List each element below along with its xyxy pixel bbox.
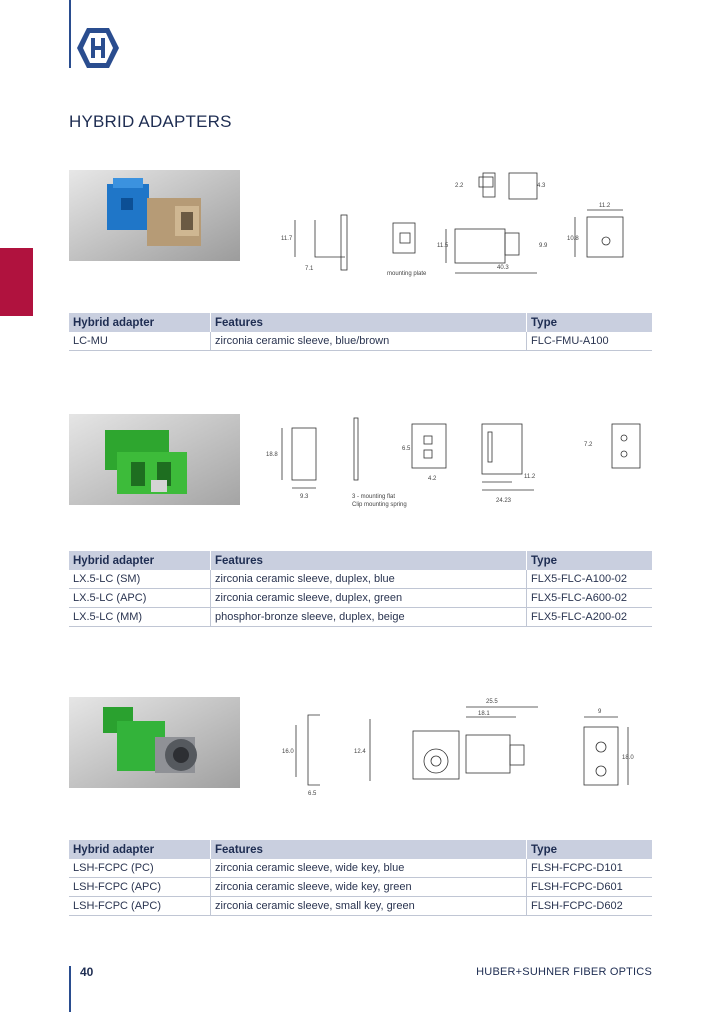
dim-label: 4.2	[428, 476, 437, 482]
cell-features: zirconia ceramic sleeve, blue/brown	[211, 332, 527, 351]
margin-rule-bottom	[69, 966, 71, 1012]
col-header-hybrid-adapter: Hybrid adapter	[69, 551, 211, 570]
dim-label: 4.3	[537, 183, 546, 189]
drawing-note: Clip mounting spring	[352, 502, 407, 508]
dim-label: 18.8	[266, 452, 278, 458]
dim-label: mounting plate	[387, 271, 427, 277]
cell-type: FLX5-FLC-A600-02	[527, 589, 653, 608]
table-header-row	[69, 840, 652, 859]
cell-adapter: LC-MU	[69, 332, 211, 351]
dim-label: 9.9	[539, 243, 548, 249]
dim-label: 9.3	[300, 494, 309, 500]
section-tab	[0, 248, 33, 316]
dim-label: 18.1	[478, 711, 490, 717]
table-header-row	[69, 551, 652, 570]
page-number: 40	[80, 965, 94, 979]
dim-label: 6.5	[308, 791, 317, 797]
table-row	[69, 570, 652, 589]
drawing-note: 3 - mounting flat	[352, 494, 396, 500]
cell-features: zirconia ceramic sleeve, wide key, green	[211, 878, 527, 897]
table-row	[69, 897, 652, 916]
table-lsh-fcpc	[69, 840, 652, 916]
dim-label: 7.2	[584, 442, 593, 448]
cell-features: zirconia ceramic sleeve, duplex, blue	[211, 570, 527, 589]
product-photo-lsh-fcpc	[69, 697, 240, 788]
col-header-hybrid-adapter: Hybrid adapter	[69, 840, 211, 859]
cell-features: zirconia ceramic sleeve, small key, green	[211, 897, 527, 916]
cell-features: zirconia ceramic sleeve, wide key, blue	[211, 859, 527, 878]
dim-label: 2.2	[455, 183, 464, 189]
dim-label: 16.0	[282, 749, 294, 755]
table-row	[69, 859, 652, 878]
table-lc-mu	[69, 313, 652, 351]
table-row	[69, 332, 652, 351]
dim-label: 9	[598, 709, 602, 715]
dim-label: 10.8	[567, 236, 579, 242]
col-header-type: Type	[527, 313, 653, 332]
table-row	[69, 608, 652, 627]
col-header-features: Features	[211, 313, 527, 332]
col-header-type: Type	[527, 840, 653, 859]
table-row	[69, 589, 652, 608]
cell-adapter: LSH-FCPC (APC)	[69, 897, 211, 916]
product-photo-lc-mu	[69, 170, 240, 261]
dim-label: 7.1	[305, 266, 314, 272]
cell-features: phosphor-bronze sleeve, duplex, beige	[211, 608, 527, 627]
cell-adapter: LX.5-LC (APC)	[69, 589, 211, 608]
dim-label: 11.2	[599, 203, 611, 209]
cell-type: FLX5-FLC-A200-02	[527, 608, 653, 627]
drawing-lx5-lc	[262, 410, 642, 510]
cell-type: FLSH-FCPC-D101	[527, 859, 653, 878]
col-header-features: Features	[211, 840, 527, 859]
cell-type: FLX5-FLC-A100-02	[527, 570, 653, 589]
cell-adapter: LSH-FCPC (PC)	[69, 859, 211, 878]
huber-suhner-logo	[76, 26, 120, 70]
footer-brand: HUBER+SUHNER FIBER OPTICS	[476, 966, 652, 978]
cell-features: zirconia ceramic sleeve, duplex, green	[211, 589, 527, 608]
cell-type: FLSH-FCPC-D602	[527, 897, 653, 916]
dim-label: 11.2	[524, 474, 536, 480]
dim-label: 24.23	[496, 498, 512, 504]
cell-adapter: LX.5-LC (SM)	[69, 570, 211, 589]
col-header-hybrid-adapter: Hybrid adapter	[69, 313, 211, 332]
dim-label: 12.4	[354, 749, 366, 755]
cell-adapter: LSH-FCPC (APC)	[69, 878, 211, 897]
drawing-lc-mu	[275, 165, 635, 280]
drawing-lsh-fcpc	[278, 695, 638, 800]
col-header-features: Features	[211, 551, 527, 570]
page-title: HYBRID ADAPTERS	[69, 112, 232, 131]
col-header-type: Type	[527, 551, 653, 570]
cell-type: FLSH-FCPC-D601	[527, 878, 653, 897]
dim-label: 40.3	[497, 265, 509, 271]
dim-label: 11.7	[281, 236, 293, 242]
table-row	[69, 878, 652, 897]
dim-label: 6.5	[402, 446, 411, 452]
cell-type: FLC-FMU-A100	[527, 332, 653, 351]
dim-label: 25.5	[486, 699, 498, 705]
product-photo-lx5-lc	[69, 414, 240, 505]
table-header-row	[69, 313, 652, 332]
dim-label: 11.5	[437, 243, 449, 249]
margin-rule-top	[69, 0, 71, 68]
table-lx5-lc	[69, 551, 652, 627]
cell-adapter: LX.5-LC (MM)	[69, 608, 211, 627]
dim-label: 18.0	[622, 755, 634, 761]
